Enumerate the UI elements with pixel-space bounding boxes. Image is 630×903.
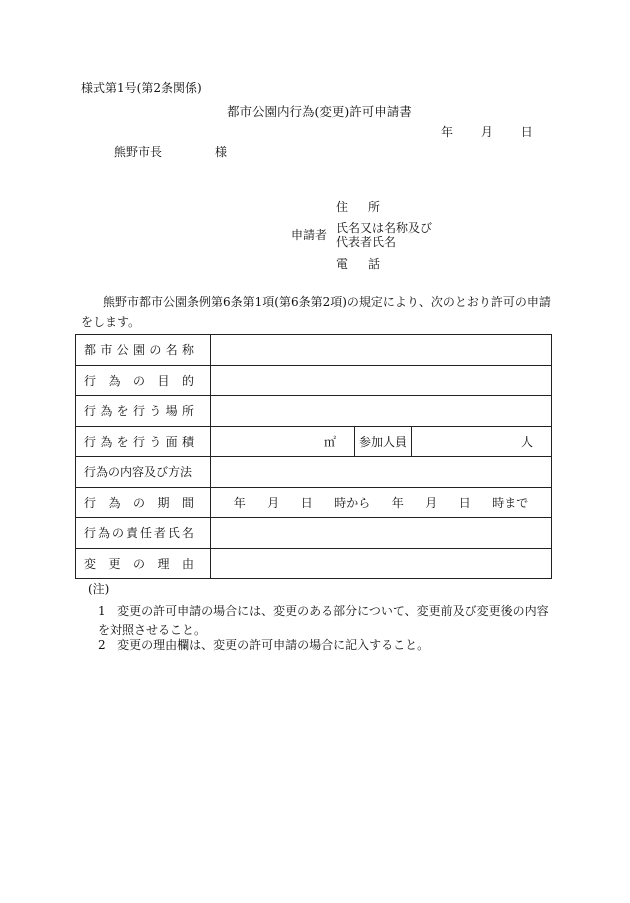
label-purpose: 行 為 の 目 的 [76, 365, 211, 396]
table-row [76, 426, 552, 457]
table-row [76, 457, 552, 488]
addressee-honorific: 様 [215, 145, 228, 159]
responsible-field[interactable] [211, 518, 552, 549]
date-year: 年 [441, 125, 454, 139]
location-field[interactable] [211, 396, 552, 427]
date-line [441, 126, 533, 138]
body-text: 熊野市都市公園条例第6条第1項(第6条第2項)の規定により、次のとおり許可の申請をします。 [81, 295, 551, 329]
note-item: 2 変更の理由欄は、変更の許可申請の場合に記入すること。 [98, 638, 430, 652]
table-row [76, 487, 552, 518]
notes-heading: (注) [88, 582, 110, 596]
label-period: 行 為 の 期 間 [76, 487, 211, 518]
label-park-name: 都 市 公 園 の 名 称 [76, 335, 211, 366]
table-row [76, 365, 552, 396]
table-row [76, 396, 552, 427]
label-location: 行 為 を 行 う 場 所 [76, 396, 211, 427]
addressee-name: 熊野市長 [114, 145, 163, 159]
table-row [76, 548, 552, 579]
applicant-name-label: 氏名又は名称及び代表者氏名 [336, 221, 433, 249]
area-field[interactable] [211, 426, 355, 457]
park-name-field[interactable] [211, 335, 552, 366]
applicant-address-label: 住 所 [336, 200, 381, 214]
date-month: 月 [480, 125, 493, 139]
label-reason: 変 更 の 理 由 [76, 548, 211, 579]
application-table [75, 334, 552, 579]
area-unit: ㎡ [323, 434, 336, 449]
addressee [114, 146, 227, 158]
purpose-field[interactable] [211, 365, 552, 396]
reason-field[interactable] [211, 548, 552, 579]
table-row [76, 335, 552, 366]
note-item: 1 変更の許可申請の場合には、変更のある部分について、変更前及び変更後の内容を対照させること。 [98, 604, 549, 637]
applicant-label: 申請者 [291, 228, 328, 242]
form-title: 都市公園内行為(変更)許可申請書 [227, 104, 412, 119]
participants-field[interactable] [412, 426, 552, 457]
label-area: 行 為 を 行 う 面 積 [76, 426, 211, 457]
form-number: 様式第1号(第2条関係) [81, 81, 202, 95]
content-field[interactable] [211, 457, 552, 488]
date-day: 日 [520, 125, 533, 139]
table-row [76, 518, 552, 549]
applicant-phone-label: 電 話 [336, 257, 381, 271]
period-field[interactable]: 年 月 日 時から 年 月 日 時まで [211, 487, 552, 518]
label-responsible: 行 為 の 責 任 者 氏 名 [76, 518, 211, 549]
participants-label: 参加人員 [355, 426, 412, 457]
participants-unit: 人 [520, 434, 533, 449]
label-content: 行為の内容及び方法 [76, 457, 211, 488]
